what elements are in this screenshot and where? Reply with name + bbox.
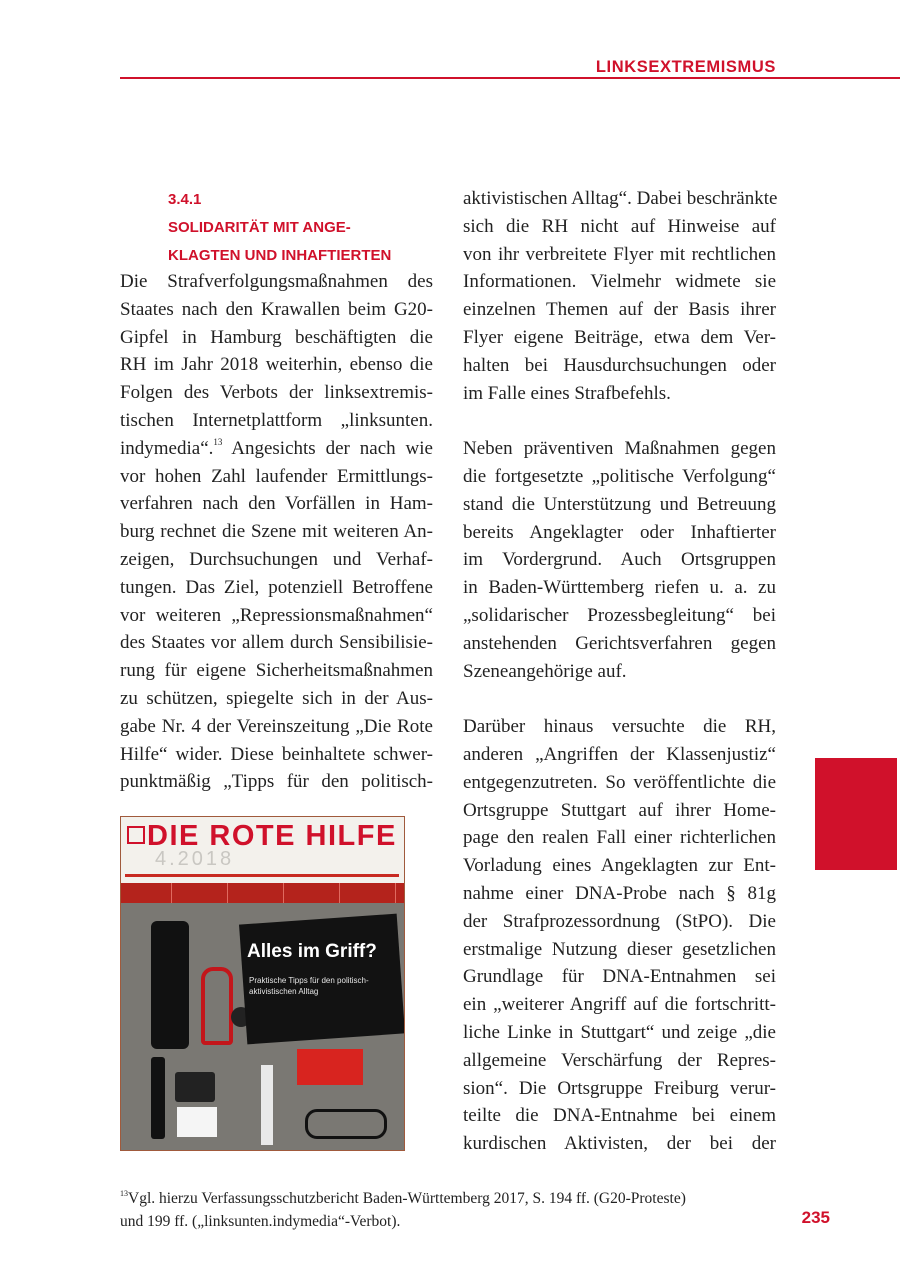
- section-title-line: SOLIDARITÄT MIT ANGE-: [168, 219, 351, 236]
- text-segment: indymedia“.: [120, 437, 214, 459]
- text-line: Folgen des Verbots der linksextremis-: [120, 382, 433, 404]
- cover-rule: [125, 874, 399, 877]
- text-line: zeigen, Durchsuchungen und Verhaf-: [120, 548, 433, 570]
- text-line: Flyer eigene Beiträge, etwa dem Ver-: [463, 326, 776, 348]
- text-line: Gipfel in Hamburg beschäftigten die: [120, 326, 433, 348]
- text-line: nahme einer DNA-Probe nach § 81g: [463, 882, 776, 904]
- cover-title: DIE ROTE HILFE: [147, 820, 397, 852]
- text-line: burg rechnet die Szene mit weiteren An-: [120, 521, 433, 543]
- text-line: einzelnen Themen auf der Basis ihrer: [463, 299, 776, 321]
- text-line: sich die RH nicht auf Hinweise auf: [463, 215, 776, 237]
- text-line-with-footnote: [120, 435, 433, 463]
- text-line: der Strafprozessordnung (StPO). Die: [463, 910, 776, 932]
- text-line: in Baden-Württemberg riefen u. a. zu: [463, 577, 776, 599]
- text-line: im Vordergrund. Auch Ortsgruppen: [463, 549, 776, 571]
- card-object: [297, 1049, 363, 1085]
- text-line: tischen Internetplattform „linksunten.: [120, 409, 433, 431]
- text-line: Hilfe“ wider. Diese beinhaltete schwer-: [120, 743, 433, 765]
- hat-object: [151, 921, 189, 1049]
- text-line: RH im Jahr 2018 weiterhin, ebenso die: [120, 354, 433, 376]
- text-line: liche Linke in Stuttgart“ und zeige „die: [463, 1021, 776, 1043]
- cover-topic-strip: [121, 883, 404, 903]
- glasses-object: [305, 1109, 387, 1139]
- text-line: rung für eigene Sicherheitsmaßnahmen: [120, 660, 433, 682]
- left-column: [120, 268, 433, 796]
- text-line: allgemeine Verschärfung der Repres-: [463, 1049, 776, 1071]
- cover-subline: Praktische Tipps für den politisch-aktivistischen Alltag: [249, 976, 369, 996]
- text-line: „solidarischer Prozessbegleitung“ bei: [463, 604, 776, 626]
- flashlight-object: [151, 1057, 165, 1139]
- box-object: [177, 1107, 217, 1137]
- section-title-line: KLAGTEN UND INHAFTIERTEN: [168, 247, 392, 264]
- footnote-ref[interactable]: 13: [213, 436, 223, 447]
- text-line: stand die Unterstützung und Betreuung: [463, 493, 776, 515]
- footnote: [120, 1187, 686, 1233]
- text-line: sion“. Die Ortsgruppe Freiburg verur-: [463, 1077, 776, 1099]
- text-line: von ihr verbreitete Flyer mit rechtlichen: [463, 243, 776, 265]
- running-header: LINKSEXTREMISMUS: [595, 58, 776, 76]
- text-line: Grundlage für DNA-Entnahmen sei: [463, 966, 776, 988]
- text-line: vor hohen Zahl laufender Ermittlungs-: [120, 465, 433, 487]
- text-line: tungen. Das Ziel, potenziell Betroffene: [120, 576, 433, 598]
- text-line: die fortgesetzte „politische Verfolgung“: [463, 465, 776, 487]
- text-line: page den realen Fall einer richterlichen: [463, 827, 776, 849]
- paragraph-gap: [463, 407, 776, 435]
- text-line: ein „weiterer Angriff auf die fortschritt-: [463, 994, 776, 1016]
- right-column: [463, 185, 776, 1158]
- pliers-object: [201, 967, 233, 1045]
- text-line: Szeneangehörige auf.: [463, 660, 627, 682]
- text-line: Staates nach den Krawallen beim G20-: [120, 298, 433, 320]
- text-line: Vorladung eines Angeklagten zur Ent-: [463, 855, 776, 877]
- text-segment: Angesichts der nach wie: [222, 437, 433, 459]
- text-line: verfahren nach den Vorfällen in Ham-: [120, 493, 433, 515]
- text-line: erstmalige Nutzung dieser gesetzlichen: [463, 938, 776, 960]
- section-number: 3.4.1: [168, 191, 202, 208]
- page-number: 235: [801, 1208, 830, 1227]
- footnote-number: 13: [120, 1189, 128, 1198]
- footnote-line: und 199 ff. („linksunten.indymedia“-Verbot).: [120, 1213, 401, 1230]
- phone-object: [175, 1072, 215, 1102]
- logo-icon: [127, 826, 145, 844]
- text-line: Informationen. Vielmehr widmete sie: [463, 271, 776, 293]
- text-line: vor weiteren „Repressionsmaßnahmen“: [120, 604, 433, 626]
- header-rule: [120, 77, 900, 79]
- text-line: kurdischen Aktivisten, der bei der: [463, 1133, 776, 1155]
- magazine-cover-image: [120, 816, 405, 1151]
- text-line: anstehenden Gerichtsverfahren gegen: [463, 632, 776, 654]
- cover-issue: 4.2018: [155, 848, 235, 870]
- text-line: Neben präventiven Maßnahmen gegen: [463, 438, 776, 460]
- text-line: im Falle eines Strafbefehls.: [463, 382, 671, 404]
- text-line: aktivistischen Alltag“. Dabei beschränkte: [463, 188, 778, 209]
- knife-object: [261, 1065, 273, 1145]
- text-line: Ortsgruppe Stuttgart auf ihrer Home-: [463, 799, 776, 821]
- text-line: Die Strafverfolgungsmaßnahmen des: [120, 271, 433, 292]
- text-line: bereits Angeklagter oder Inhaftierter: [463, 521, 776, 543]
- text-line: teilte die DNA-Entnahme bei einem: [463, 1105, 776, 1127]
- cover-headline: Alles im Griff?: [247, 941, 377, 962]
- text-line: halten bei Hausdurchsuchungen oder: [463, 354, 776, 376]
- paragraph-gap: [463, 685, 776, 713]
- text-line: des Staates vor allem durch Sensibilisie-: [120, 632, 433, 654]
- text-line: gabe Nr. 4 der Vereinszeitung „Die Rote: [120, 715, 433, 737]
- section-heading: [168, 186, 438, 270]
- footnote-text: Vgl. hierzu Verfassungsschutzbericht Baden-Württemberg 2017, S. 194 ff. (G20-Proteste): [128, 1190, 686, 1207]
- chapter-tab-marker: [815, 758, 897, 870]
- text-line: anderen „Angriffen der Klassenjustiz“: [463, 743, 776, 765]
- footnote-line: [120, 1187, 686, 1210]
- text-line: zu schützen, spiegelte sich in der Aus-: [120, 687, 433, 709]
- text-line: entgegenzutreten. So veröffentlichte die: [463, 771, 776, 793]
- text-line: Darüber hinaus versuchte die RH,: [463, 716, 776, 738]
- text-line: punktmäßig „Tipps für den politisch-: [120, 771, 433, 793]
